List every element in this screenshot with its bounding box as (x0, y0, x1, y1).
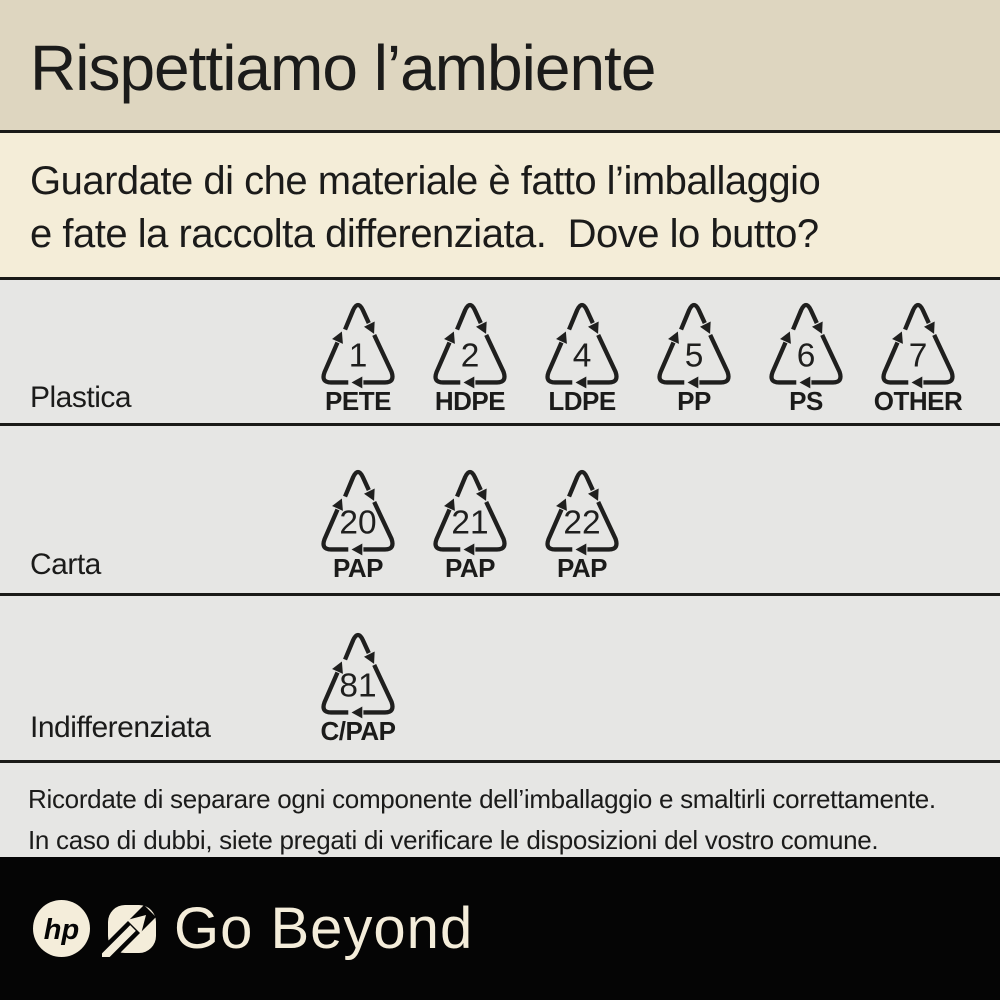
page-title: Rispettiamo l’ambiente (30, 32, 656, 104)
recycling-triangle-icon (304, 295, 412, 390)
material-code-label: HDPE (434, 386, 506, 416)
recycling-symbol (750, 295, 862, 417)
recycling-triangle-icon (640, 295, 748, 390)
recycling-triangle-icon (304, 462, 412, 557)
material-row-carta (0, 423, 1000, 593)
material-code-label: PS (789, 386, 823, 416)
material-code-label: OTHER (873, 386, 963, 416)
recycling-symbol (302, 295, 414, 417)
progress-arrow-icon (102, 901, 158, 957)
recycling-triangle-icon (752, 295, 860, 390)
recycling-code-number: 4 (572, 337, 592, 375)
recycling-code-number: 20 (339, 504, 377, 542)
footer-brand-bar (0, 857, 1000, 1000)
material-code-label: LDPE (548, 386, 616, 416)
recycling-code-number: 5 (684, 337, 704, 375)
material-code-label: PAP (332, 553, 384, 583)
title-section (0, 0, 1000, 130)
recycling-code-number: 7 (908, 337, 928, 375)
recycling-symbol (414, 295, 526, 417)
recycling-triangle-icon (528, 295, 636, 390)
material-code-label: C/PAP (320, 716, 396, 746)
recycling-symbol (414, 462, 526, 584)
hp-logo-icon (33, 900, 90, 957)
recycling-triangle-icon (416, 462, 524, 557)
recycling-code-number: 22 (563, 504, 601, 542)
material-code-label: PETE (325, 386, 391, 416)
recycling-symbol (526, 295, 638, 417)
hp-logo-text: hp (43, 914, 80, 946)
recycling-symbol (302, 462, 414, 584)
recycling-symbol (526, 462, 638, 584)
material-row-indifferenziata (0, 593, 1000, 760)
footer-tagline: Go Beyond (174, 895, 474, 961)
recycling-triangle-icon (864, 295, 972, 390)
subtitle-section (0, 130, 1000, 277)
recycling-triangle-icon (528, 462, 636, 557)
recycling-code-number: 81 (339, 667, 377, 705)
material-row-label: Plastica (30, 381, 132, 414)
recycling-symbol (302, 625, 414, 747)
subtitle-line-1: Guardate di che materiale è fatto l’imballaggio (30, 159, 821, 203)
recycling-code-number: 6 (796, 337, 816, 375)
material-code-label: PAP (556, 553, 608, 583)
recycling-code-number: 2 (460, 337, 480, 375)
subtitle-line-2: e fate la raccolta differenziata. Dove lo butto? (30, 212, 819, 256)
material-row-label: Indifferenziata (30, 711, 211, 744)
recycling-code-number: 21 (451, 504, 489, 542)
symbol-group-carta (302, 462, 638, 584)
note-line-1: Ricordate di separare ogni componente dell’imballaggio e smaltirli correttamente. (28, 784, 936, 814)
note-section (0, 760, 1000, 857)
symbol-group-plastica (302, 295, 974, 417)
symbol-group-indifferenziata (302, 625, 414, 747)
recycling-code-number: 1 (348, 337, 368, 375)
note-line-2: In caso di dubbi, siete pregati di verificare le disposizioni del vostro comune. (28, 825, 879, 855)
material-row-label: Carta (30, 548, 101, 581)
material-code-label: PP (677, 386, 711, 416)
material-row-plastica (0, 277, 1000, 423)
recycling-symbol (638, 295, 750, 417)
recycling-triangle-icon (304, 625, 412, 720)
recycling-triangle-icon (416, 295, 524, 390)
recycling-symbol (862, 295, 974, 417)
material-code-label: PAP (444, 553, 496, 583)
